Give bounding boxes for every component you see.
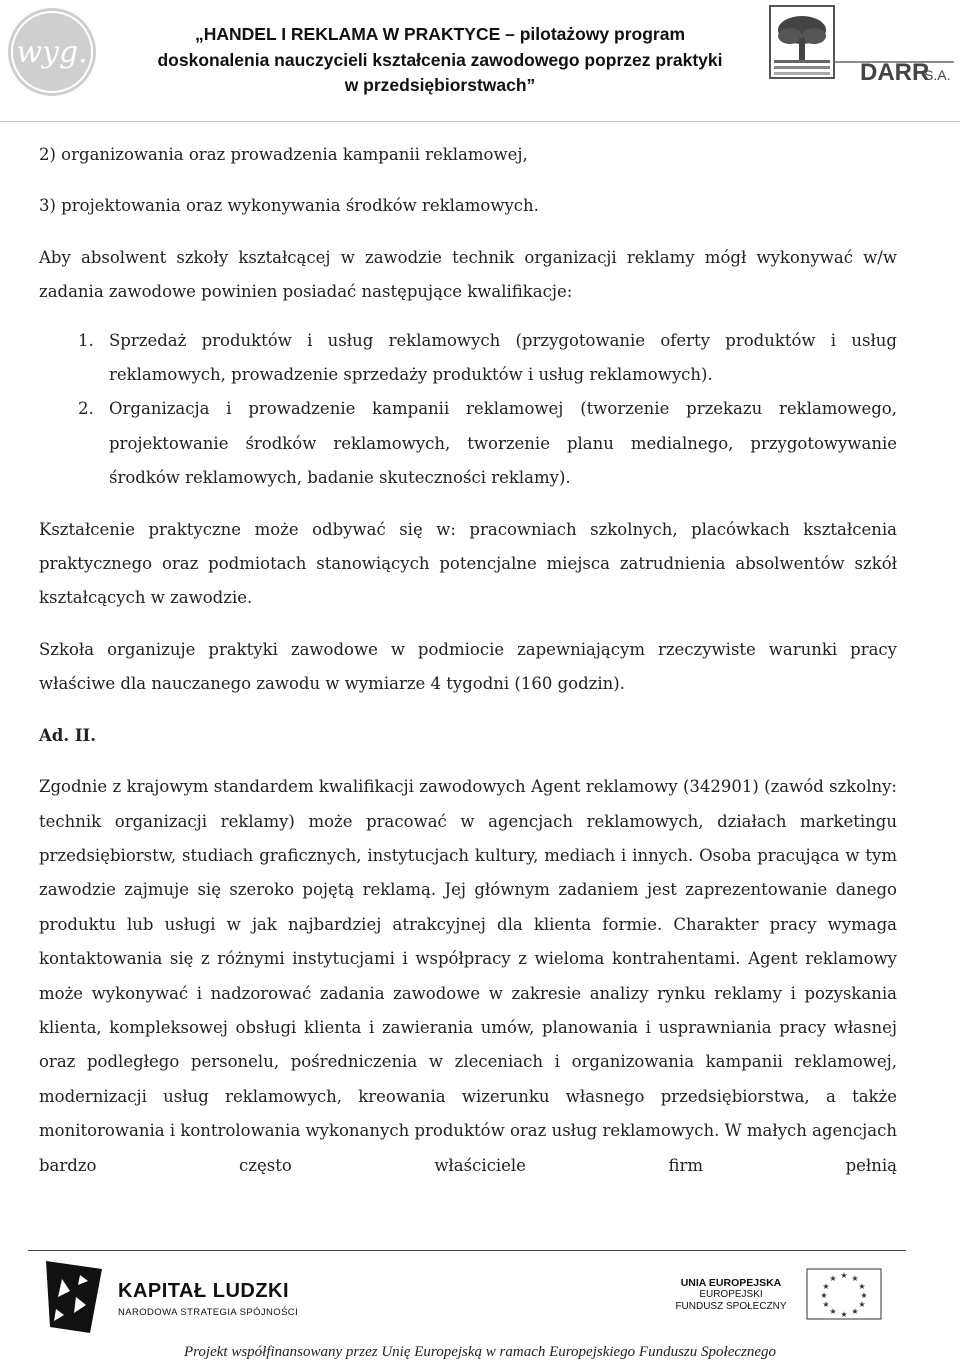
document-body (39, 138, 897, 1183)
kapital-ludzki-subtitle: NARODOWA STRATEGIA SPÓJNOŚCI (118, 1307, 299, 1318)
darr-logo (768, 4, 960, 82)
qualification-item (39, 392, 897, 495)
svg-text:★: ★ (820, 1291, 828, 1300)
kapital-ludzki-title: KAPITAŁ LUDZKI (118, 1280, 290, 1302)
svg-text:★: ★ (860, 1291, 868, 1300)
cofinance-note: Projekt współfinansowany przez Unię Europejską w ramach Europejskiego Funduszu Społecznego (183, 1344, 777, 1360)
ue-line3: FUNDUSZ SPOŁECZNY (675, 1301, 787, 1312)
footer-divider (28, 1250, 906, 1251)
section-heading: Ad. II. (39, 725, 97, 745)
svg-text:★: ★ (840, 1310, 848, 1319)
qualification-number: 2. (78, 399, 94, 419)
svg-text:★: ★ (829, 1274, 837, 1283)
ue-line2: EUROPEJSKI (699, 1289, 763, 1300)
ue-title: UNIA EUROPEJSKA (680, 1277, 782, 1289)
darr-logo-suffix: S.A. (924, 67, 951, 82)
svg-text:★: ★ (851, 1274, 859, 1283)
kapital-ludzki-logo-icon (40, 1257, 110, 1337)
svg-text:★: ★ (858, 1300, 866, 1309)
qualifications-list (39, 324, 897, 496)
qualification-text: Sprzedaż produktów i usług reklamowych (przygotowanie oferty produktów i usług reklamowych, prowadzenie sprzedaży produktów i usług reklamowych). (109, 330, 897, 385)
eu-flag-icon (806, 1268, 882, 1320)
ue-efs-label (672, 1277, 790, 1313)
program-title-line1: „HANDEL I REKLAMA W PRAKTYCE – pilotażowy program (194, 24, 686, 44)
svg-text:★: ★ (840, 1271, 848, 1280)
svg-text:★: ★ (829, 1307, 837, 1316)
program-title-line3: w przedsiębiorstwach” (344, 75, 536, 95)
school-paragraph: Szkoła organizuje praktyki zawodowe w podmiocie zapewniającym rzeczywiste warunki pracy właściwe dla nauczanego zawodu w wymiarze 4 tygodni (160 godzin). (39, 639, 897, 694)
qualification-item (39, 324, 897, 393)
qualification-text: Organizacja i prowadzenie kampanii reklamowej (tworzenie przekazu reklamowego, projektowanie środków reklamowych, tworzenie planu medialnego, przygotowywanie środków reklamowych, badanie skuteczności reklamy). (109, 399, 897, 488)
program-title (120, 22, 760, 99)
intro-paragraph: Aby absolwent szkoły kształcącej w zawodzie technik organizacji reklamy mógł wykonywać w/w zadania zawodowe powinien posiadać następujące kwalifikacje: (39, 247, 897, 302)
agent-paragraph: Zgodnie z krajowym standardem kwalifikacji zawodowych Agent reklamowy (342901) (zawód szkolny: technik organizacji reklamy) może pracować w agencjach reklamowych, działach marketingu przedsiębiorstw, studiach graficznych, instytucjach kultury, mediach i innych. Osoba pracująca w tym zawodzie zajmuje się szeroko pojętą reklamą. Jej głównym zadaniem jest zaprezentowanie danego produktu lub usługi w jak najbardziej atrakcyjnej dla klienta formie. Charakter pracy wymaga kontaktowania się z różnymi instytucjami i współpracy z wieloma kontrahentami. Agent reklamowy może wykonywać i nadzorować zadania zawodowe w zakresie analizy rynku reklamy i pozyskania klienta, kompleksowej obsługi klienta i zawierania umów, planowania i usprawniania pracy własnej oraz podległego personelu, pośredniczenia w zleceniach i organizowania kampanii reklamowej, modernizacji usług reklamowych, kreowania wizerunku własnego przedsiębiorstwa, a także monitorowania i kontrolowania wykonanych produktów oraz usług reklamowych. W małych agencjach bardzo często właściciele firm pełnią (39, 777, 897, 1175)
qualification-number: 1. (78, 330, 94, 350)
training-paragraph: Kształcenie praktyczne może odbywać się w: pracowniach szkolnych, placówkach kształcenia praktycznego oraz podmiotach stanowiących potencjalne miejsca zatrudnienia absolwentów szkół kształcących w zawodzie. (39, 519, 897, 608)
darr-logo-text: DARR (860, 59, 930, 82)
page-header (0, 0, 960, 122)
list-item-2-line: 2) organizowania oraz prowadzenia kampanii reklamowej, (39, 145, 528, 164)
program-title-line2: doskonalenia nauczycieli kształcenia zawodowego poprzez praktyki (157, 49, 723, 70)
svg-text:★: ★ (822, 1282, 830, 1291)
svg-text:★: ★ (858, 1282, 866, 1291)
svg-text:★: ★ (822, 1300, 830, 1309)
wyg-logo (4, 4, 100, 100)
header-divider (0, 121, 960, 122)
wyg-logo-text: wyg. (16, 35, 88, 70)
list-item-3-line: 3) projektowania oraz wykonywania środków reklamowych. (39, 196, 539, 216)
svg-text:★: ★ (851, 1307, 859, 1316)
